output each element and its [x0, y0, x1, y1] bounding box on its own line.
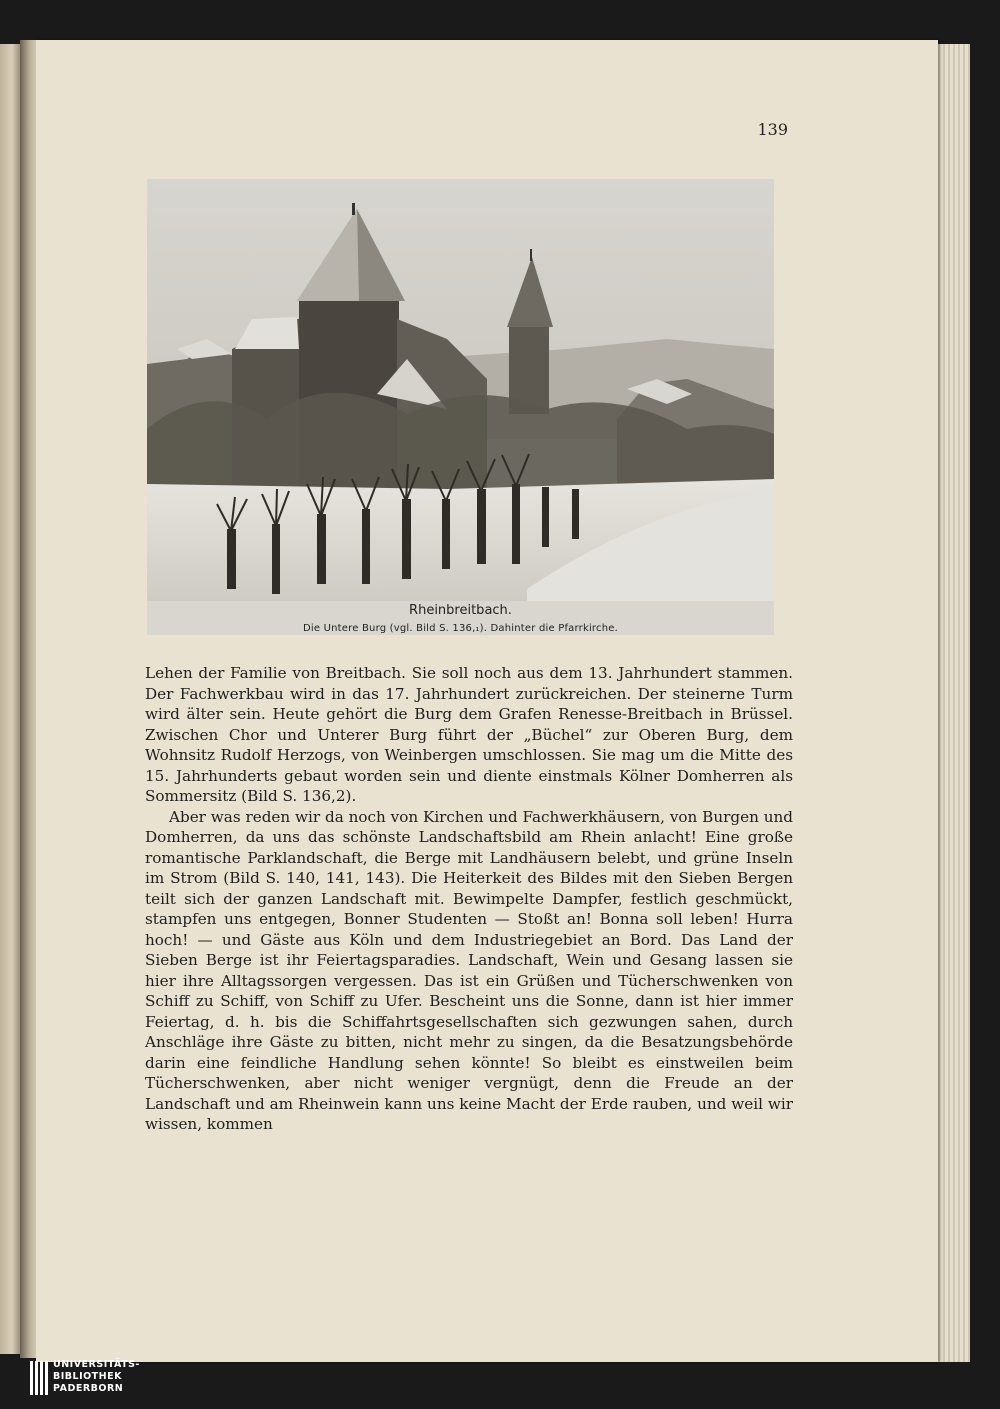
photo-illustration: [147, 179, 774, 601]
library-logo-mark: [30, 1361, 48, 1395]
paragraph: Lehen der Familie von Breitbach. Sie soll noch aus dem 13. Jahrhundert stammen. Der Fachwerkbau wird in das 17. Jahrhundert zurückreichen. Der steinerne Turm wird älter sein. Heute gehört die Burg dem Grafen Renesse-Breitbach in Brüssel. Zwischen Chor und Unterer Burg führt der „Büchel“ zur Oberen Burg, dem Wohnsitz Rudolf Herzogs, von Weinbergen umschlossen. Sie mag um die Mitte des 15. Jahrhunderts gebaut worden sein und diente einstmals Kölner Domherren als Sommersitz (Bild S. 136,2).: [145, 664, 793, 805]
library-logo-text: [53, 1359, 193, 1395]
logo-line: BIBLIOTHEK: [53, 1371, 122, 1382]
body-text: [145, 663, 793, 1135]
figure-caption-subtitle: Die Untere Burg (vgl. Bild S. 136,₁). Dahinter die Pfarrkirche.: [303, 623, 618, 634]
page-number: 139: [757, 120, 788, 139]
logo-line: UNIVERSITÄTS-: [53, 1359, 140, 1370]
figure-caption-title: Rheinbreitbach.: [409, 603, 512, 618]
figure-photograph: [147, 179, 774, 635]
logo-line: PADERBORN: [53, 1383, 124, 1394]
paragraph: Aber was reden wir da noch von Kirchen und Fachwerkhäusern, von Burgen und Domherren, da uns das schönste Landschaftsbild am Rhein anlacht! Eine große romantische Parklandschaft, die Berge mit Landhäusern belebt, und grüne Inseln im Strom (Bild S. 140, 141, 143). Die Heiterkeit des Bildes mit den Sieben Bergen teilt sich der ganzen Landschaft mit. Bewimpelte Dampfer, festlich geschmückt, stampfen uns entgegen, Bonner Studenten — Stoßt an! Bonna soll leben! Hurra hoch! — und Gäste aus Köln und dem Industriegebiet an Bord. Das Land der Sieben Berge ist ihr Feiertagsparadies. Landschaft, Wein und Gesang lassen sie hier ihre Alltagssorgen vergessen. Das ist ein Grüßen und Tücherschwenken von Schiff zu Schiff, von Schiff zu Ufer. Bescheint uns die Sonne, dann ist hier immer Feiertag, d. h. bis die Schiffahrtsgesellschaften sich gezwungen sahen, durch Anschläge ihre Gäste zu bitten, nicht mehr zu singen, da die Besatzungsbehörde darin eine feindliche Handlung sehen könnte! So bleibt es einstweilen beim Tücherschwenken, aber nicht weniger vergnügt, denn die Freude an der Landschaft und am Rheinwein kann uns keine Macht der Erde rauben, und weil wir wissen, kommen: [145, 807, 793, 1133]
facing-page-edge: [0, 44, 20, 1354]
